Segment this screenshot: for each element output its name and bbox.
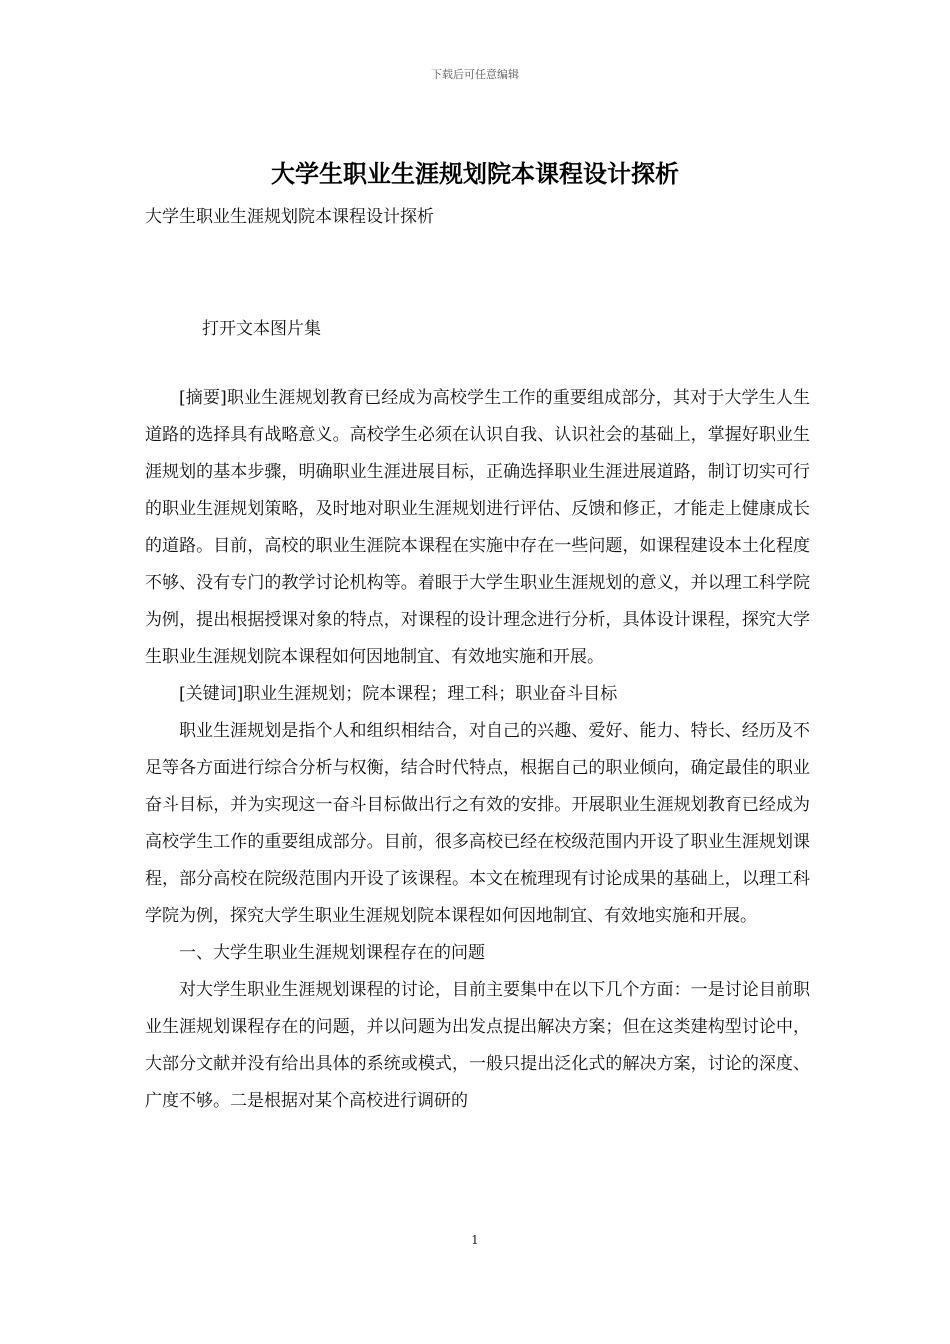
page-header-note: 下载后可任意编辑: [431, 68, 519, 81]
open-image-gallery-link[interactable]: 打开文本图片集: [202, 319, 321, 339]
section-heading: 一、大学生职业生涯规划课程存在的问题: [179, 943, 485, 963]
document-subtitle: 大学生职业生涯规划院本课程设计探析: [145, 207, 434, 227]
page-number: 1: [471, 1233, 479, 1247]
abstract-paragraph: [摘要]职业生涯规划教育已经成为高校学生工作的重要组成部分，其对于大学生人生道路的选择具有战略意义。高校学生必须在认识自我、认识社会的基础上，掌握好职业生涯规划的基本步骤，明确职业生涯进展目标，正确选择职业生涯进展道路，制订切实可行的职业生涯规划策略，及时地对职业生涯规划进行评估、反馈和修正，才能走上健康成长的道路。目前，高校的职业生涯院本课程在实施中存在一些问题，如课程建设本土化程度不够、没有专门的教学讨论机构等。着眼于大学生职业生涯规划的意义，并以理工科学院为例，提出根据授课对象的特点，对课程的设计理念进行分析，具体设计课程，探究大学生职业生涯规划院本课程如何因地制宜、有效地实施和开展。: [145, 388, 810, 667]
section-paragraph: 对大学生职业生涯规划课程的讨论，目前主要集中在以下几个方面：一是讨论目前职业生涯规划课程存在的问题，并以问题为出发点提出解决方案；但在这类建构型讨论中，大部分文献并没有给出具体的系统或模式，一般只提出泛化式的解决方案，讨论的深度、广度不够。二是根据对某个高校进行调研的: [145, 980, 810, 1111]
intro-paragraph: 职业生涯规划是指个人和组织相结合，对自己的兴趣、爱好、能力、特长、经历及不足等各方面进行综合分析与权衡，结合时代特点，根据自己的职业倾向，确定最佳的职业奋斗目标，并为实现这一奋斗目标做出行之有效的安排。开展职业生涯规划教育已经成为高校学生工作的重要组成部分。目前，很多高校已经在校级范围内开设了职业生涯规划课程，部分高校在院级范围内开设了该课程。本文在梳理现有讨论成果的基础上，以理工科学院为例，探究大学生职业生涯规划院本课程如何因地制宜、有效地实施和开展。: [145, 721, 810, 926]
document-title: 大学生职业生涯规划院本课程设计探析: [271, 160, 679, 188]
document-body: [145, 380, 810, 1120]
keywords-paragraph: [关键词]职业生涯规划；院本课程；理工科；职业奋斗目标: [179, 684, 618, 704]
